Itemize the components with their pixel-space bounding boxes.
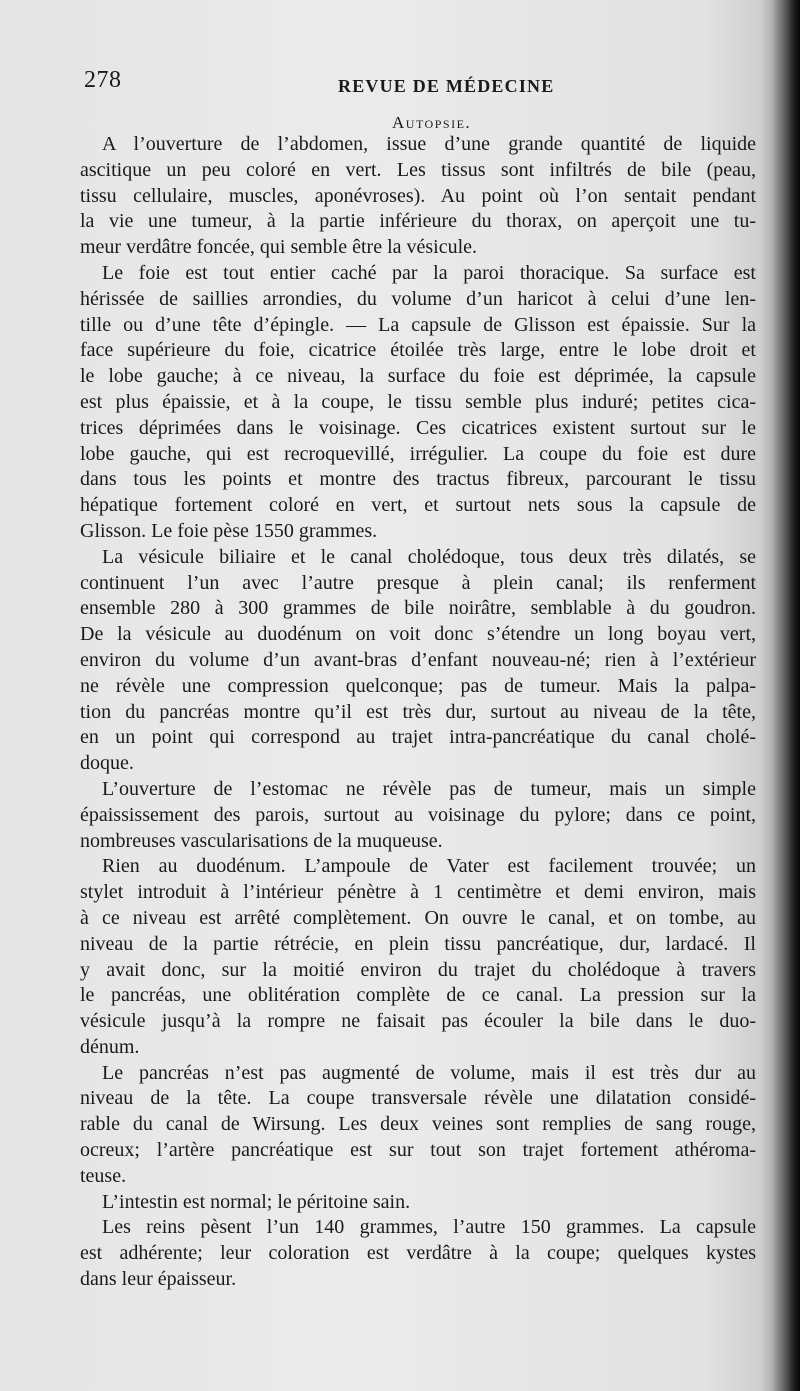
text-line: trices déprimées dans le voisinage. Ces cicatrices existent surtout sur le	[80, 416, 756, 439]
text-line: tille ou d’une tête d’épingle. — La capsule de Glisson est épaissie. Sur la	[80, 313, 756, 336]
paragraph	[80, 1190, 756, 1216]
body-text	[80, 132, 756, 1293]
text-line: en un point qui correspond au trajet intra-pancréatique du canal cholé-	[80, 726, 756, 749]
text-line: A l’ouverture de l’abdomen, issue d’une grande quantité de liquide	[102, 133, 756, 155]
text-line: stylet introduit à l’intérieur pénètre à 1 centimètre et demi environ, mais	[80, 881, 756, 904]
text-line: De la vésicule au duodénum on voit donc s’étendre un long boyau vert,	[80, 623, 756, 646]
text-line: dénum.	[80, 1035, 140, 1058]
text-line: L’intestin est normal; le péritoine sain.	[102, 1190, 411, 1213]
text-line: épaississement des parois, surtout au voisinage du pylore; dans ce point,	[80, 803, 756, 826]
text-line: le lobe gauche; à ce niveau, la surface du foie est déprimée, la capsule	[80, 365, 756, 388]
text-line: meur verdâtre foncée, qui semble être la vésicule.	[80, 236, 478, 259]
paragraph	[80, 132, 756, 261]
text-line: Rien au duodénum. L’ampoule de Vater est facilement trouvée; un	[102, 855, 756, 878]
paragraph	[80, 261, 756, 545]
text-line: rable du canal de Wirsung. Les deux veines sont remplies de sang rouge,	[80, 1113, 756, 1136]
text-line: L’ouverture de l’estomac ne révèle pas de tumeur, mais un simple	[102, 777, 756, 800]
text-line: Glisson. Le foie pèse 1550 grammes.	[80, 519, 378, 542]
running-title: REVUE DE MÉDECINE	[338, 76, 555, 96]
paragraph	[80, 1215, 756, 1292]
text-line: à ce niveau est arrêté complètement. On ouvre le canal, et on tombe, au	[80, 906, 756, 929]
text-line: doque.	[80, 752, 134, 775]
text-line: nombreuses vascularisations de la muqueuse.	[80, 829, 443, 852]
text-line: niveau de la partie rétrécie, en plein tissu pancréatique, dur, lardacé. Il	[80, 932, 756, 955]
text-line: ascitique un peu coloré en vert. Les tissus sont infiltrés de bile (peau,	[80, 158, 756, 181]
paragraph	[80, 545, 756, 777]
page-number: 278	[84, 67, 122, 93]
text-line: tion du pancréas montre qu’il est très dur, surtout au niveau de la tête,	[80, 700, 756, 723]
binding-shadow	[772, 0, 800, 1391]
paragraph	[80, 777, 756, 854]
text-line: face supérieure du foie, cicatrice étoilée très large, entre le lobe droit et	[80, 339, 756, 362]
text-line: hérissée de saillies arrondies, du volume d’un haricot à celui d’une len-	[80, 287, 756, 310]
text-line: tissu cellulaire, muscles, aponévroses). Au point où l’on sentait pendant	[80, 184, 756, 207]
paragraph	[80, 854, 756, 1060]
text-line: Les reins pèsent l’un 140 grammes, l’autre 150 grammes. La capsule	[102, 1216, 756, 1239]
text-line: ne révèle une compression quelconque; pas de tumeur. Mais la palpa-	[80, 674, 756, 697]
text-line: est adhérente; leur coloration est verdâtre à la coupe; quelques kystes	[80, 1242, 756, 1265]
text-line: y avait donc, sur la moitié environ du trajet du cholédoque à travers	[80, 958, 756, 981]
text-line: hépatique fortement coloré en vert, et surtout nets sous la capsule de	[80, 494, 756, 517]
section-heading: Autopsie.	[392, 113, 472, 132]
text-line: vésicule jusqu’à la rompre ne faisait pas écouler la bile dans le duo-	[80, 1010, 756, 1033]
text-line: dans tous les points et montre des tractus fibreux, parcourant le tissu	[80, 468, 756, 491]
paragraph	[80, 1061, 756, 1190]
text-line: environ du volume d’un avant-bras d’enfant nouveau-né; rien à l’extérieur	[80, 648, 756, 671]
text-line: Le foie est tout entier caché par la paroi thoracique. Sa surface est	[102, 261, 756, 284]
text-line: continuent l’un avec l’autre presque à plein canal; ils renferment	[80, 571, 756, 594]
text-line: dans leur épaisseur.	[80, 1268, 237, 1291]
text-line: teuse.	[80, 1164, 127, 1187]
text-line: niveau de la tête. La coupe transversale révèle une dilatation considé-	[80, 1087, 756, 1110]
text-line: La vésicule biliaire et le canal cholédoque, tous deux très dilatés, se	[102, 545, 756, 568]
text-line: le pancréas, une oblitération complète de ce canal. La pression sur la	[80, 984, 756, 1007]
text-line: ensemble 280 à 300 grammes de bile noirâtre, semblable à du goudron.	[80, 597, 756, 620]
text-line: lobe gauche, qui est recroquevillé, irrégulier. La coupe du foie est dure	[80, 442, 756, 465]
text-line: la vie une tumeur, à la partie inférieure du thorax, on aperçoit une tu-	[80, 210, 756, 233]
text-line: ocreux; l’artère pancréatique est sur tout son trajet fortement athéroma-	[80, 1139, 756, 1162]
text-line: Le pancréas n’est pas augmenté de volume, mais il est très dur au	[102, 1061, 756, 1084]
text-line: est plus épaissie, et à la coupe, le tissu semble plus induré; petites cica-	[80, 390, 756, 413]
